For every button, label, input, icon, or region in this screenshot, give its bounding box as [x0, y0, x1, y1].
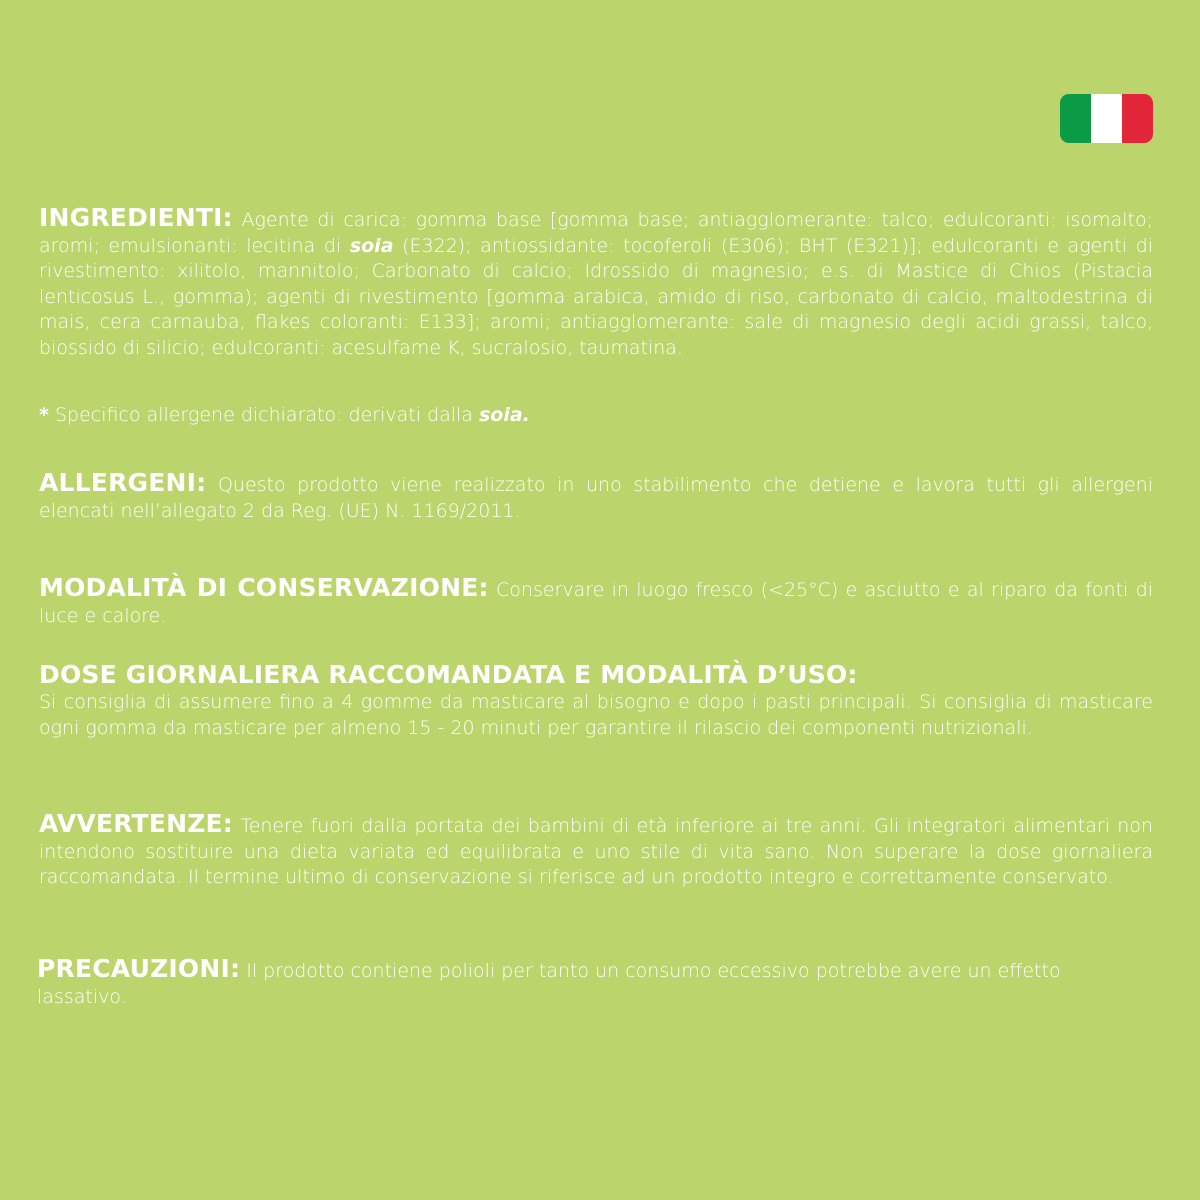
warnings-text: Tenere fuori dalla portata dei bambini di età inferiore ai tre anni. Gli integratori alimentari non intendono sostituire una dieta variata ed equilibrata e uno stile di vita sano. Non superare la dose giornaliera raccomandata. Il termine ultimo di conservazione si riferisce ad un prodotto integro e correttamente conservato. [39, 815, 1153, 888]
allergen-note-text: Specifico allergene dichiarato: derivati dalla [48, 404, 479, 426]
dose-label: DOSE GIORNALIERA RACCOMANDATA E MODALITÀ D’USO: [39, 660, 858, 689]
ingredients-section [39, 205, 1153, 361]
flag-stripe-green [1060, 94, 1091, 143]
flag-stripe-red [1122, 94, 1153, 143]
ingredients-text-2: (E322); antiossidante: tocoferoli (E306); BHT (E321)]; edulcoranti e agenti di rivestimento: xilitolo, mannitolo; Carbonato di calcio; Idrossido di magnesio; e.s. di Mastice di Chios (Pistacia lenticosus L., gomma); agenti di rivestimento [gomma arabica, amido di riso, carbonato di calcio, maltodestrina di mais, cera carnauba, flakes coloranti: E133]; aromi; antiagglomerante: sale di magnesio degli acidi grassi, talco, biossido di silicio; edulcoranti: acesulfame K, sucralosio, taumatina. [39, 234, 1153, 359]
allergen-note-star: * [39, 404, 49, 426]
storage-label: MODALITÀ DI CONSERVAZIONE: [39, 573, 489, 602]
allergens-section [39, 470, 1153, 524]
flag-stripe-white [1091, 94, 1122, 143]
allergen-note [39, 403, 530, 428]
warnings-label: AVVERTENZE: [39, 809, 234, 838]
ingredients-label: INGREDIENTI: [39, 203, 233, 232]
storage-section [39, 575, 1153, 629]
precautions-section [37, 956, 1127, 1010]
dose-section [39, 660, 1153, 741]
precautions-text: Il prodotto contiene polioli per tanto un consumo eccessivo potrebbe avere un effetto lassativo. [37, 960, 1061, 1008]
italian-flag-icon [1060, 94, 1153, 143]
allergen-note-soia: soia. [478, 404, 530, 426]
ingredients-text-1: Agente di carica: gomma base [gomma base; antiagglomerante: talco; edulcoranti: isomalto; aromi; emulsionanti: lecitina di [39, 209, 1153, 257]
warnings-section [39, 811, 1153, 891]
storage-text: Conservare in luogo fresco (<25°C) e asciutto e al riparo da fonti di luce e calore. [39, 579, 1153, 627]
dose-text: Si consiglia di assumere fino a 4 gomme da masticare al bisogno e dopo i pasti principali. Si consiglia di masticare ogni gomma da masticare per almeno 15 - 20 minuti per garantire il rilascio dei componenti nutrizionali. [39, 691, 1153, 739]
allergens-label: ALLERGENI: [39, 468, 207, 497]
ingredients-soia: soia [349, 234, 394, 257]
precautions-label: PRECAUZIONI: [37, 954, 241, 983]
allergens-text: Questo prodotto viene realizzato in uno stabilimento che detiene e lavora tutti gli allergeni elencati nell’allegato 2 da Reg. (UE) N. 1169/2011. [39, 474, 1153, 522]
